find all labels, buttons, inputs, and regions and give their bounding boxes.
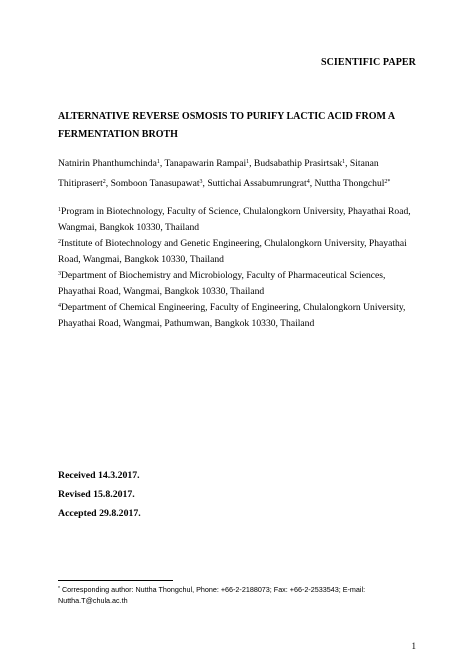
affiliation-text: Institute of Biotechnology and Genetic Engineering, Chulalongkorn University, Phayathai Road, Wangmai, Bangkok 10330, Thailand xyxy=(58,238,407,265)
author xyxy=(315,178,391,189)
author-name: Sitanan Thitiprasert xyxy=(58,158,379,189)
author-name: Budsabathip Prasirtsak xyxy=(253,158,343,169)
affiliation-item xyxy=(58,204,420,236)
author: Tanapawarin Rampai$^1$, xyxy=(164,158,254,169)
author-affiliation-mark: 2* xyxy=(384,178,391,185)
author-name: Nuttha Thongchul xyxy=(314,177,385,189)
author-affiliation-mark: 2 xyxy=(102,178,106,185)
author-name: Suttichai Assabumrungrat xyxy=(207,177,307,189)
affiliation-item xyxy=(58,268,420,300)
accepted-date: Accepted 29.8.2017. xyxy=(58,508,141,520)
affiliation-item xyxy=(58,236,420,268)
affiliation-number: 2 xyxy=(58,239,61,245)
author: Somboon Tanasupawat$^3$, xyxy=(110,177,208,189)
submission-dates xyxy=(58,466,141,524)
author-affiliation-mark: 1 xyxy=(342,159,346,165)
revised-date: Revised 15.8.2017. xyxy=(58,489,135,501)
footnote-marker: * xyxy=(58,586,60,592)
author-affiliation-mark: 1 xyxy=(156,159,160,165)
affiliation-number: 1 xyxy=(58,207,61,213)
page-number: 1 xyxy=(411,641,416,651)
author-affiliation-mark: 4 xyxy=(306,178,310,185)
received-date: Received 14.3.2017. xyxy=(58,470,140,481)
author-affiliation-mark: 1 xyxy=(246,159,250,165)
author-name: Natnirin Phanthumchinda xyxy=(58,158,157,169)
affiliation-text: Department of Chemical Engineering, Faculty of Engineering, Chulalongkorn University, Phayathai Road, Wangmai, Pathumwan, Bangkok 10330, Thailand xyxy=(58,302,406,329)
author-affiliation-mark: 3 xyxy=(199,178,203,185)
author: Sitanan Thitiprasert$^2$, xyxy=(58,158,379,189)
author-name: Tanapawarin Rampai xyxy=(164,158,247,169)
author-list xyxy=(58,154,420,193)
author: Budsabathip Prasirtsak$^1$, xyxy=(253,158,350,169)
affiliation-text: Program in Biotechnology, Faculty of Science, Chulalongkorn University, Phayathai Road, Wangmai, Bangkok 10330, Thailand xyxy=(58,206,411,233)
author: Suttichai Assabumrungrat$^4$, xyxy=(207,177,315,189)
paper-title: ALTERNATIVE REVERSE OSMOSIS TO PURIFY LACTIC ACID FROM A FERMENTATION BROTH xyxy=(58,111,395,140)
affiliation-number: 3 xyxy=(58,271,61,277)
corresponding-author-footnote xyxy=(58,584,428,606)
footnote-text: Corresponding author: Nuttha Thongchul, Phone: +66-2-2188073; Fax: +66-2-2533543; E-mail: Nuttha.T@chula.ac.th xyxy=(58,585,366,605)
affiliation-number: 4 xyxy=(58,303,61,309)
affiliation-text: Department of Biochemistry and Microbiology, Faculty of Pharmaceutical Sciences, Phayathai Road, Wangmai, Bangkok 10330, Thailand xyxy=(58,270,386,297)
affiliation-list xyxy=(58,204,420,332)
author: Natnirin Phanthumchinda$^1$, xyxy=(58,158,165,169)
author-name: Somboon Tanasupawat xyxy=(110,177,200,189)
footnote-divider xyxy=(58,580,173,581)
affiliation-item xyxy=(58,300,420,332)
paper-type-label: SCIENTIFIC PAPER xyxy=(320,57,416,68)
